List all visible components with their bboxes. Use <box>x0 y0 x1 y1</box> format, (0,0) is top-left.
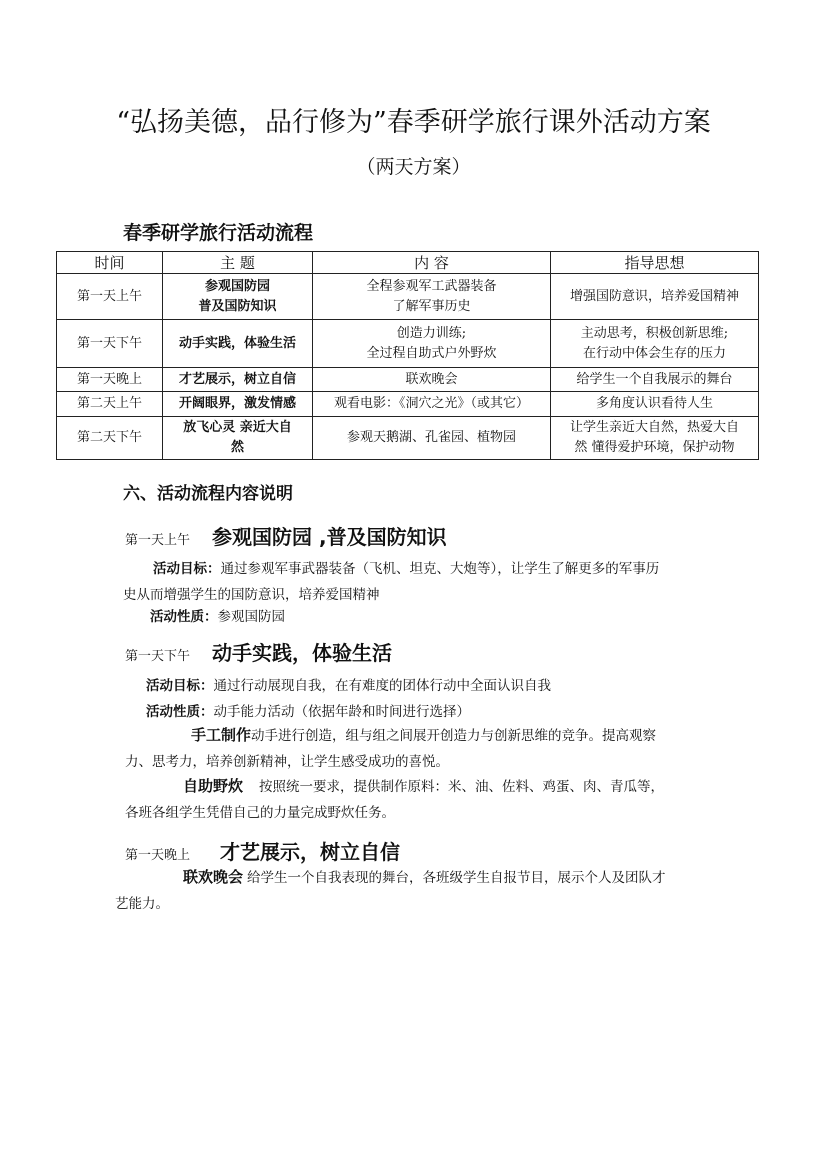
goal-label: 活动目标： <box>153 561 221 577</box>
cell-line: 让学生亲近大自然，热爱大自 <box>569 420 739 435</box>
cell-time: 第二天上午 <box>57 392 163 417</box>
party-paragraph <box>115 864 700 917</box>
day-title: 动手实践，体验生活 <box>212 641 393 665</box>
cell-content <box>313 368 551 392</box>
craft-text: 动手进行创造，组与组之间展开创造力与创新思维的竞争。提高观察 <box>251 728 657 744</box>
header-theme: 主 题 <box>163 252 313 274</box>
table-row <box>57 274 759 320</box>
bbq-text: 按照统一要求，提供制作原料：米、油、佐料、鸡蛋、肉、青瓜等， <box>259 779 665 795</box>
cell-time: 第一天晚上 <box>57 368 163 392</box>
cell-line: 主动思考，积极创新思维; <box>580 325 729 341</box>
nature-label: 活动性质： <box>150 609 218 625</box>
table-row <box>57 392 759 417</box>
craft-text: 力、思考力，培养创新精神，让学生感受成功的喜悦。 <box>125 754 449 770</box>
goal-text: 通过参观军事武器装备（飞机、坦克、大炮等），让学生了解更多的军事历 <box>220 561 660 577</box>
cell-content <box>313 320 551 368</box>
table-row <box>57 417 759 460</box>
day1-morning-heading <box>125 521 447 550</box>
nature-text: 动手能力活动（依据年龄和时间进行选择） <box>213 704 470 720</box>
day-title: 参观国防园 ,普及国防知识 <box>212 525 447 549</box>
cell-line: 全程参观军工武器装备 <box>366 278 497 294</box>
nature-text: 参观国防园 <box>217 609 285 625</box>
craft-label: 手工制作 <box>191 726 252 744</box>
nature-label: 活动性质： <box>146 704 214 720</box>
cell-line: 才艺展示，树立自信 <box>178 371 296 387</box>
section-heading: 六、活动流程内容说明 <box>123 484 293 504</box>
cell-guide <box>551 417 759 460</box>
cell-line: 在行动中体会生存的压力 <box>582 345 726 361</box>
cell-guide <box>551 320 759 368</box>
cell-line: 全过程自助式户外野炊 <box>366 345 497 361</box>
day-label: 第一天下午 <box>125 649 191 664</box>
cell-guide <box>551 368 759 392</box>
party-text: 艺能力。 <box>115 896 169 912</box>
goal-text: 史从而增强学生的国防意识，培养爱国精神 <box>123 587 380 603</box>
day1-afternoon-heading <box>125 637 392 666</box>
table-row <box>57 320 759 368</box>
cell-line: 普及国防知识 <box>198 298 277 314</box>
day1-morning-nature <box>150 604 735 630</box>
cell-guide <box>551 274 759 320</box>
cell-theme <box>163 392 313 417</box>
cell-time: 第一天上午 <box>57 274 163 320</box>
day-label: 第一天晚上 <box>125 848 191 863</box>
cell-content <box>313 392 551 417</box>
cell-line: 多角度认识看待人生 <box>595 396 713 411</box>
bbq-label: 自助野炊 <box>183 777 244 795</box>
day-label: 第一天上午 <box>125 533 191 548</box>
cell-theme <box>163 417 313 460</box>
cell-line: 开阔眼界，激发情感 <box>178 396 296 411</box>
bbq-text: 各班各组学生凭借自己的力量完成野炊任务。 <box>125 805 395 821</box>
cell-line: 动手实践，体验生活 <box>178 335 296 351</box>
table-row <box>57 368 759 392</box>
cell-time: 第二天下午 <box>57 417 163 460</box>
cell-line: 给学生一个自我展示的舞台 <box>576 371 733 387</box>
day1-afternoon-goal <box>146 673 731 699</box>
table-header-row <box>57 252 759 274</box>
header-guide: 指导思想 <box>551 252 759 274</box>
cell-line: 参观天鹅湖、孔雀园、植物园 <box>346 430 516 445</box>
party-label: 联欢晚会 <box>183 868 244 886</box>
cell-line: 然 <box>230 440 244 455</box>
craft-paragraph <box>125 722 710 775</box>
bbq-paragraph <box>125 773 710 826</box>
flow-heading: 春季研学旅行活动流程 <box>123 222 314 244</box>
day1-evening-heading <box>125 836 400 865</box>
cell-line: 了解军事历史 <box>392 298 471 314</box>
cell-content <box>313 417 551 460</box>
cell-line: 增强国防意识，培养爱国精神 <box>569 288 739 304</box>
day-title: 才艺展示，树立自信 <box>220 840 401 864</box>
goal-label: 活动目标： <box>146 678 214 694</box>
document-title: “弘扬美德，品行修为”春季研学旅行课外活动方案 <box>116 107 711 138</box>
cell-time: 第一天下午 <box>57 320 163 368</box>
cell-line: 观看电影：《洞穴之光》（或其它） <box>333 396 529 411</box>
header-time: 时间 <box>57 252 163 274</box>
header-content: 内 容 <box>313 252 551 274</box>
cell-guide <box>551 392 759 417</box>
document-subtitle: （两天方案） <box>356 156 471 178</box>
cell-theme <box>163 368 313 392</box>
cell-line: 联欢晚会 <box>405 371 458 387</box>
cell-line: 放飞心灵 亲近大自 <box>183 420 292 435</box>
day1-morning-goal <box>123 556 708 608</box>
cell-theme <box>163 320 313 368</box>
cell-content <box>313 274 551 320</box>
cell-theme <box>163 274 313 320</box>
cell-line: 然 懂得爱护环境，保护动物 <box>574 440 735 455</box>
cell-line: 创造力训练; <box>396 325 467 341</box>
activity-flow-table <box>56 251 759 460</box>
cell-line: 参观国防园 <box>204 278 270 294</box>
party-text: 给学生一个自我表现的舞台，各班级学生自报节目，展示个人及团队才 <box>247 870 666 886</box>
goal-text: 通过行动展现自我，在有难度的团体行动中全面认识自我 <box>213 678 551 694</box>
